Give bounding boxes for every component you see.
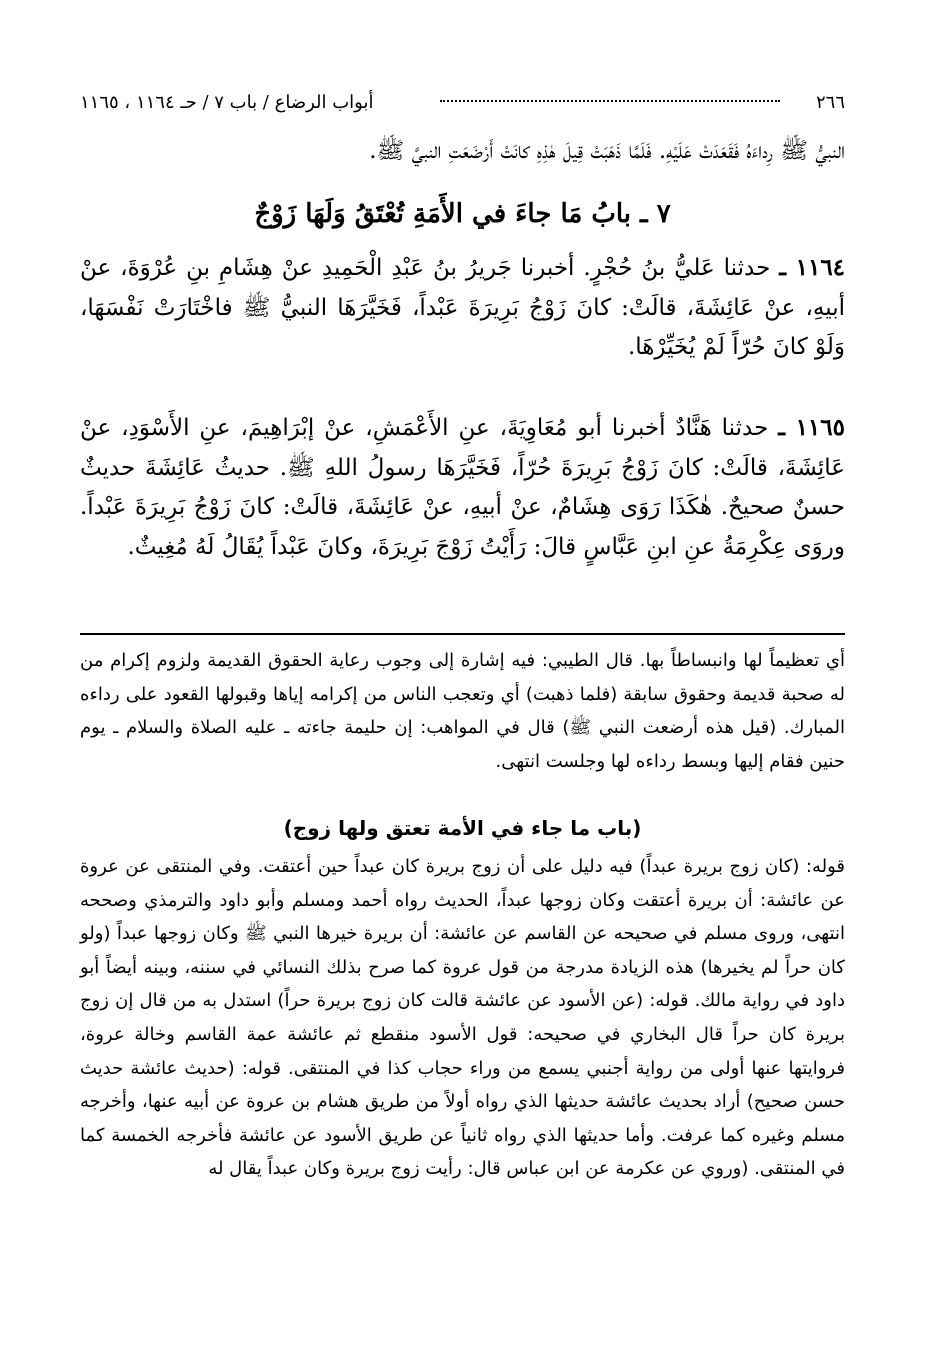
commentary-note-2: قوله: (كان زوج بريرة عبداً) فيه دليل على أن زوج بريرة كان عبداً حين أعتقت. وفي المنتقى عن عروة عن عائشة: أن بريرة أعتقت وكان زوجها عبداً، الحديث رواه أحمد ومسلم وأبو داود والترمذي وصححه انتهى، وروى مسلم في صحيحه عن القاسم عن عائشة: أن بريرة خيرها النبي ﷺ وكان زوجها عبداً (ولو كان حراً لم يخيرها) هذه الزيادة مدرجة من قول عروة كما صرح بذلك النسائي في سننه، وبينه أيضاً أبو داود في رواية مالك. قوله: (عن الأسود عن عائشة قالت كان زوج بريرة حراً) استدل به من قال إن زوج بريرة كان حراً قال البخاري في صحيحه: قول الأسود منقطع ثم عائشة عمة القاسم وخالة عروة، فروايتها عنها أولى من رواية أجنبي يسمع من وراء حجاب كذا في المنتقى. قوله: (حديث عائشة حديث حسن صحيح) أراد بحديث عائشة حديثها الذي رواه أولاً من طريق هشام بن عروة عن أبيه عنها، وأخرجه مسلم وغيره كما عرفت. وأما حديثها الذي رواه ثانياً عن طريق الأسود عن عائشة فأخرجه الخمسة كما في المنتقى. (وروي عن عكرمة عن ابن عباس قال: رأيت زوج بريرة وكان عبداً يقال له <box>80 856 845 1180</box>
matn-continuation: النبيُّ ﷺ رِداءَهُ فَقَعَدَتْ عَلَيْهِ. فَلَمَّا ذَهَبَتْ قِيلَ هٰذِهِ كانَتْ أَرْضَعَتِ النبيَّ ﷺ. <box>369 138 845 164</box>
page-number: ٢٦٦ <box>815 92 845 113</box>
hadith-text: حدثنا عَليُّ بنُ حُجْرٍ. أخبرنا جَريرُ بنُ عَبْدِ الْحَمِيدِ عنْ هِشَامِ بنِ عُرْوَةَ، عنْ أبيهِ، عنْ عَائِشَةَ، قالَتْ: كانَ زَوْجُ بَرِيرَةَ عَبْداً، فَخَيَّرَهَا النبيُّ ﷺ فاخْتَارَتْ نَفْسَهَا، وَلَوْ كانَ حُرّاً لَمْ يُخَيِّرْهَا. <box>80 255 845 360</box>
hadith-number: ١١٦٥ ـ <box>778 414 845 441</box>
footnote-divider <box>80 633 845 635</box>
running-title: أبواب الرضاع / باب ٧ / حـ ١١٦٤ ، ١١٦٥ <box>80 92 374 113</box>
hadith-1165 <box>80 408 845 567</box>
running-header <box>80 88 845 118</box>
commentary-section-heading: (باب ما جاء في الأمة تعتق ولها زوج) <box>283 816 642 840</box>
chapter-heading: ٧ ـ بابُ مَا جاءَ في الأَمَةِ تُعْتَقُ وَلَهَا زَوْجٌ <box>254 199 671 229</box>
hadith-text: حدثنا هَنَّادٌ أخبرنا أبو مُعَاوِيَةَ، عنِ الأَعْمَشِ، عنْ إبْرَاهِيمَ، عنِ الأَسْوَدِ، عنْ عَائِشَةَ، قالَتْ: كانَ زَوْجُ بَرِيرَةَ حُرّاً، فَخَيَّرَهَا رسولُ اللهِ ﷺ. حديثُ عَائِشَةَ حديثٌ حسنٌ صحيحٌ. هٰكَذَا رَوَى هِشَامٌ، عنْ أبيهِ، عنْ عَائِشَةَ، قالَتْ: كانَ زَوْجُ بَرِيرَةَ عَبْداً. وروَى عِكْرِمَةُ عنِ ابنِ عَبَّاسٍ قالَ: رَأَيْتُ زَوْجَ بَرِيرَةَ، وكانَ عَبْداً يُقَالُ لَهُ مُغِيثٌ. <box>80 415 845 560</box>
commentary-note-1: أي تعظيماً لها وانبساطاً بها. قال الطيبي: فيه إشارة إلى وجوب رعاية الحقوق القديمة ولزوم إكرام من له صحبة قديمة وحقوق سابقة (فلما ذهبت) أي وتعجب الناس من إكرامه إياها وقبولها القعود على رداءه المبارك. (قيل هذه أرضعت النبي ﷺ) قال في المواهب: إن حليمة جاءته ـ عليه الصلاة والسلام ـ يوم حنين فقام إليها وبسط رداءه لها وجلست انتهى. <box>80 650 845 772</box>
book-page <box>80 80 845 1320</box>
header-dot-leader <box>440 100 780 102</box>
hadith-number: ١١٦٤ ـ <box>779 254 846 281</box>
hadith-1164 <box>80 248 845 368</box>
